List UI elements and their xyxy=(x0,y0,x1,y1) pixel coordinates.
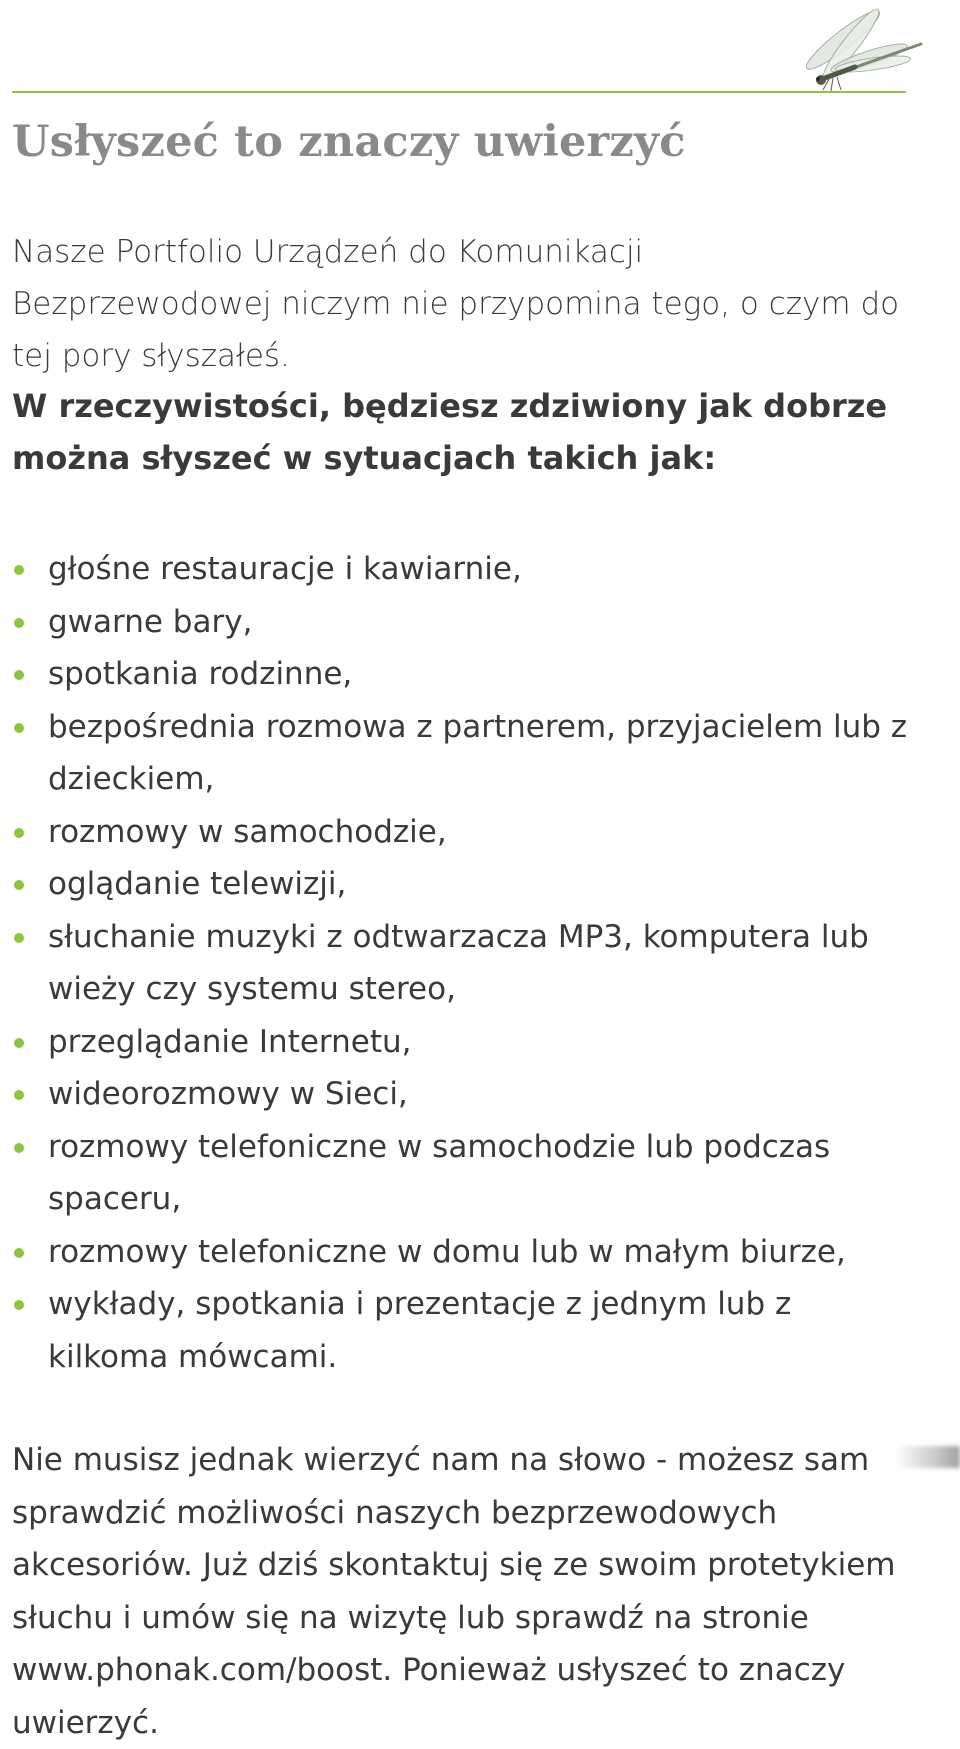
dragonfly-icon xyxy=(785,0,925,95)
page-title: Usłyszeć to znaczy uwierzyć xyxy=(12,117,686,167)
bullet-icon xyxy=(14,1300,24,1310)
list-item xyxy=(12,1068,912,1121)
list-item-text: bezpośrednia rozmowa z partnerem, przyjacielem lub z dzieckiem, xyxy=(48,708,908,797)
bullet-icon xyxy=(14,565,24,575)
list-item-text: wykłady, spotkania i prezentacje z jednym lub z kilkoma mówcami. xyxy=(48,1286,792,1375)
bullet-icon xyxy=(14,1038,24,1048)
lead-paragraph: W rzeczywistości, będziesz zdziwiony jak dobrze można słyszeć w sytuacjach takich jak: xyxy=(12,387,888,477)
bullet-icon xyxy=(14,1090,24,1100)
list-item-text: spotkania rodzinne, xyxy=(48,656,353,692)
list-item xyxy=(12,701,912,806)
list-item xyxy=(12,1016,912,1069)
list-item-text: słuchanie muzyki z odtwarzacza MP3, komputera lub wieży czy systemu stereo, xyxy=(48,918,869,1007)
list-item xyxy=(12,911,912,1016)
bullet-icon xyxy=(14,618,24,628)
list-item xyxy=(12,1226,912,1279)
list-item-text: oglądanie telewizji, xyxy=(48,866,347,902)
bullet-icon xyxy=(14,933,24,943)
list-item xyxy=(12,858,912,911)
bullet-icon xyxy=(14,670,24,680)
bullet-icon xyxy=(14,1248,24,1258)
bullet-icon xyxy=(14,723,24,733)
list-item xyxy=(12,543,912,596)
bullet-icon xyxy=(14,880,24,890)
list-item xyxy=(12,1121,912,1226)
list-item-text: rozmowy telefoniczne w samochodzie lub podczas spaceru, xyxy=(48,1128,831,1217)
list-item xyxy=(12,596,912,649)
bullet-icon xyxy=(14,1143,24,1153)
list-item-text: rozmowy telefoniczne w domu lub w małym biurze, xyxy=(48,1233,846,1270)
page-edge-shadow xyxy=(895,1446,960,1468)
header-divider xyxy=(12,91,906,93)
bullet-icon xyxy=(14,828,24,838)
list-item-text: wideorozmowy w Sieci, xyxy=(48,1076,408,1112)
situations-list xyxy=(12,543,912,1383)
list-item-text: przeglądanie Internetu, xyxy=(48,1023,412,1060)
list-item xyxy=(12,648,912,701)
list-item xyxy=(12,806,912,859)
list-item xyxy=(12,1278,912,1383)
closing-paragraph: Nie musisz jednak wierzyć nam na słowo - możesz sam sprawdzić możliwości naszych bezprzewodowych akcesoriów. Już dziś skontaktuj się ze swoim protetykiem słuchu i umów się na wizytę lub sprawdź na stronie www.phonak.com/boost. Ponieważ usłyszeć to znaczy uwierzyć. xyxy=(12,1442,896,1741)
list-item-text: głośne restauracje i kawiarnie, xyxy=(48,551,522,587)
list-item-text: gwarne bary, xyxy=(48,603,253,640)
intro-paragraph: Nasze Portfolio Urządzeń do Komunikacji Bezprzewodowej niczym nie przypomina tego, o czym do tej pory słyszałeś. xyxy=(12,234,900,374)
list-item-text: rozmowy w samochodzie, xyxy=(48,813,447,850)
